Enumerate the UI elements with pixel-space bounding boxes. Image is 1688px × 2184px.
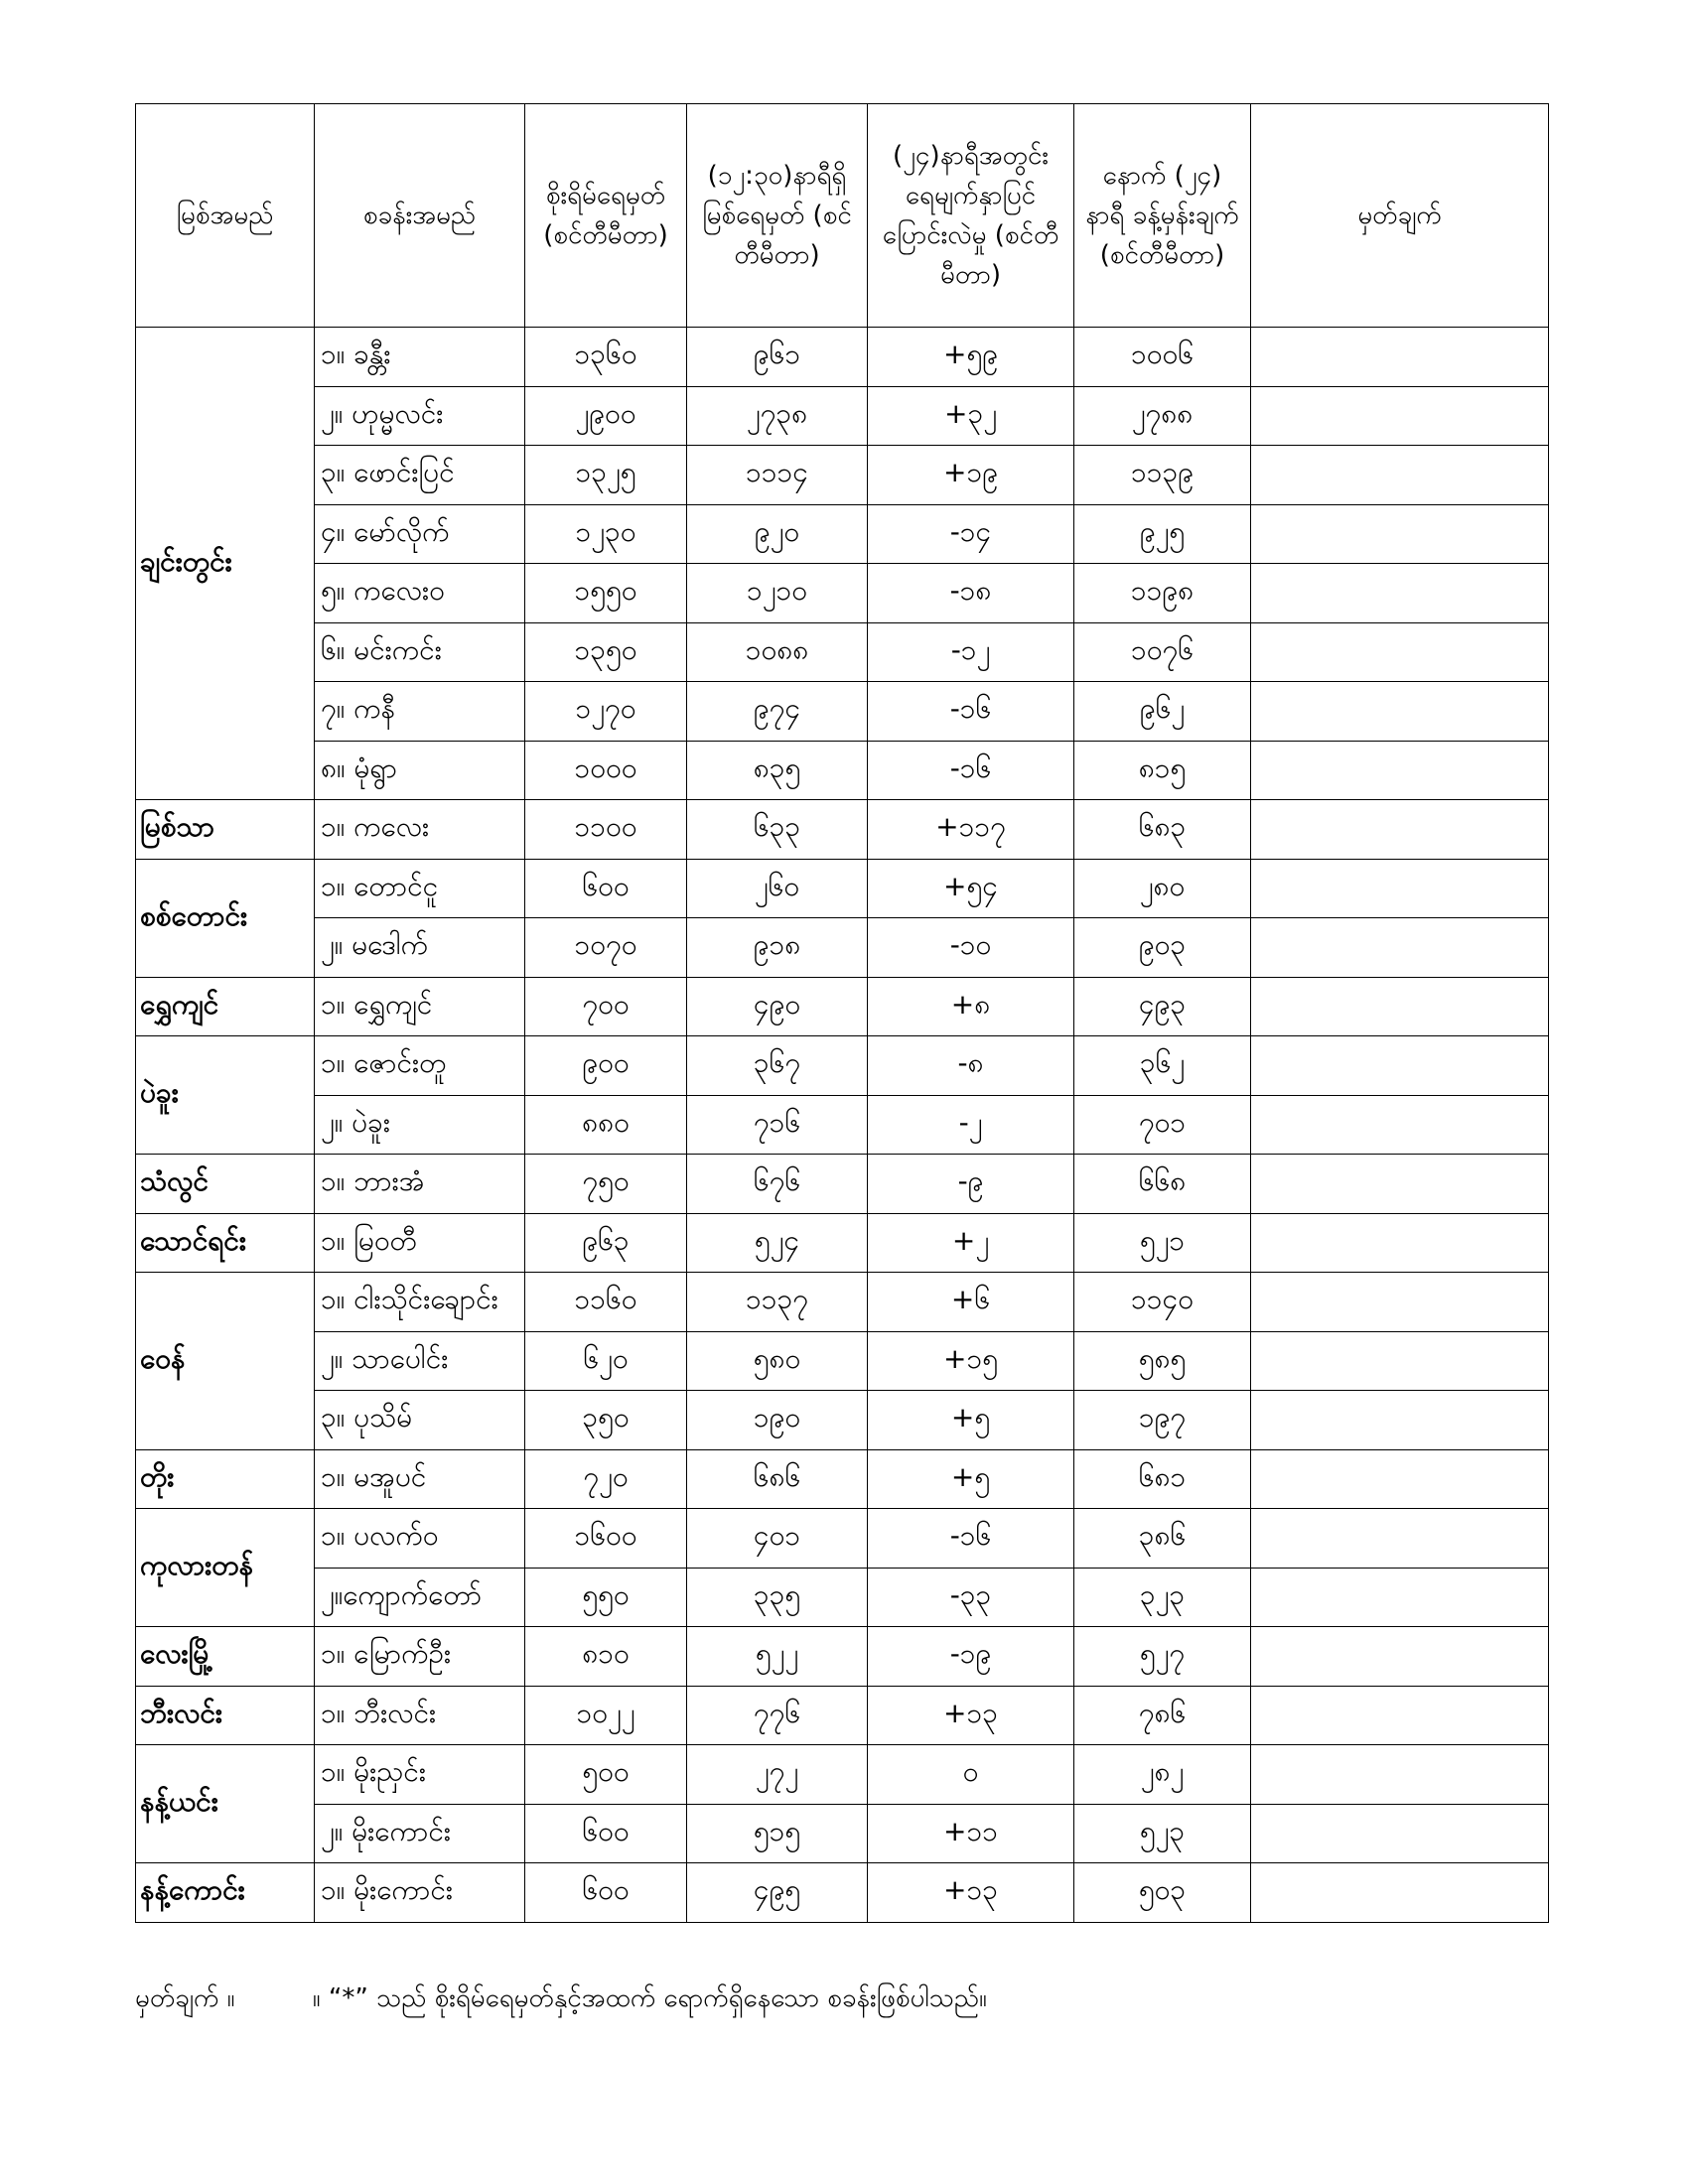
current-level-cell: ၃၆၇ bbox=[687, 1036, 868, 1096]
change-cell: +၁၁၇ bbox=[868, 800, 1074, 860]
forecast-cell: ၁၉၇ bbox=[1074, 1391, 1251, 1450]
forecast-cell: ၅၈၅ bbox=[1074, 1331, 1251, 1391]
forecast-cell: ၄၉၃ bbox=[1074, 977, 1251, 1036]
current-level-cell: ၁၁၁၄ bbox=[687, 446, 868, 505]
river-level-table bbox=[135, 103, 1549, 1923]
forecast-cell: ၆၈၁ bbox=[1074, 1449, 1251, 1509]
danger-level-cell: ၇၀၀ bbox=[525, 977, 687, 1036]
station-name-cell: ၆။ မင်းကင်း bbox=[315, 622, 525, 682]
change-cell: +၁၉ bbox=[868, 446, 1074, 505]
danger-level-cell: ၅၅၀ bbox=[525, 1568, 687, 1627]
river-name-cell: တိုး bbox=[136, 1449, 315, 1509]
table-row bbox=[136, 918, 1549, 978]
remark-cell bbox=[1251, 564, 1549, 623]
current-level-cell: ၄၀၁ bbox=[687, 1509, 868, 1569]
current-level-cell: ၉၇၄ bbox=[687, 682, 868, 742]
remark-cell bbox=[1251, 859, 1549, 918]
danger-level-cell: ၈၈၀ bbox=[525, 1095, 687, 1155]
remark-cell bbox=[1251, 977, 1549, 1036]
current-level-cell: ၂၆၀ bbox=[687, 859, 868, 918]
danger-level-cell: ၆၀၀ bbox=[525, 859, 687, 918]
change-cell: -၃၃ bbox=[868, 1568, 1074, 1627]
table-row bbox=[136, 859, 1549, 918]
danger-level-cell: ၁၃၂၅ bbox=[525, 446, 687, 505]
station-name-cell: ၁။ ဘီးလင်း bbox=[315, 1686, 525, 1745]
station-name-cell: ၂။ မဒေါက် bbox=[315, 918, 525, 978]
forecast-cell: ၁၀၇၆ bbox=[1074, 622, 1251, 682]
table-row bbox=[136, 1331, 1549, 1391]
danger-level-cell: ၆၂၀ bbox=[525, 1331, 687, 1391]
remark-cell bbox=[1251, 682, 1549, 742]
danger-level-cell: ၇၂၀ bbox=[525, 1449, 687, 1509]
remark-cell bbox=[1251, 1391, 1549, 1450]
forecast-cell: ၉၀၃ bbox=[1074, 918, 1251, 978]
danger-level-cell: ၁၂၇၀ bbox=[525, 682, 687, 742]
danger-level-cell: ၅၀၀ bbox=[525, 1745, 687, 1805]
forecast-cell: ၂၇၈၈ bbox=[1074, 386, 1251, 446]
forecast-cell: ၈၁၅ bbox=[1074, 741, 1251, 800]
table-row bbox=[136, 1568, 1549, 1627]
table-row bbox=[136, 1036, 1549, 1096]
current-level-cell: ၄၉၀ bbox=[687, 977, 868, 1036]
footnote-text: ။ “*” သည် စိုးရိမ်ရေမှတ်နှင့်အထက် ရောက်ရှိနေသော စခန်းဖြစ်ပါသည်။ bbox=[312, 1983, 987, 2013]
station-name-cell: ၃။ ပုသိမ် bbox=[315, 1391, 525, 1450]
station-name-cell: ၂။ကျောက်တော် bbox=[315, 1568, 525, 1627]
current-level-cell: ၇၁၆ bbox=[687, 1095, 868, 1155]
current-level-cell: ၉၆၁ bbox=[687, 328, 868, 387]
forecast-cell: ၇၀၁ bbox=[1074, 1095, 1251, 1155]
remark-cell bbox=[1251, 622, 1549, 682]
danger-level-cell: ၁၃၅၀ bbox=[525, 622, 687, 682]
station-name-cell: ၂။ မိုးကောင်း bbox=[315, 1804, 525, 1863]
table-row bbox=[136, 446, 1549, 505]
forecast-cell: ၉၂၅ bbox=[1074, 504, 1251, 564]
station-name-cell: ၄။ မော်လိုက် bbox=[315, 504, 525, 564]
table-row bbox=[136, 1686, 1549, 1745]
station-name-cell: ၁။ ဘားအံ bbox=[315, 1155, 525, 1214]
river-name-cell: နန့်ကောင်း bbox=[136, 1863, 315, 1923]
remark-cell bbox=[1251, 1213, 1549, 1273]
change-cell: -၁၄ bbox=[868, 504, 1074, 564]
remark-cell bbox=[1251, 386, 1549, 446]
forecast-cell: ၇၈၆ bbox=[1074, 1686, 1251, 1745]
danger-level-cell: ၉၆၃ bbox=[525, 1213, 687, 1273]
river-name-cell: စစ်တောင်း bbox=[136, 859, 315, 977]
forecast-cell: ၂၈၂ bbox=[1074, 1745, 1251, 1805]
table-row bbox=[136, 1213, 1549, 1273]
forecast-cell: ၁၀၀၆ bbox=[1074, 328, 1251, 387]
danger-level-cell: ၂၉၀၀ bbox=[525, 386, 687, 446]
remark-cell bbox=[1251, 800, 1549, 860]
current-level-cell: ၂၇၃၈ bbox=[687, 386, 868, 446]
current-level-cell: ၁၁၃၇ bbox=[687, 1273, 868, 1332]
current-level-cell: ၃၃၅ bbox=[687, 1568, 868, 1627]
forecast-cell: ၃၆၂ bbox=[1074, 1036, 1251, 1096]
river-name-cell: လေးမြို့ bbox=[136, 1627, 315, 1687]
remark-cell bbox=[1251, 1036, 1549, 1096]
table-row bbox=[136, 328, 1549, 387]
current-level-cell: ၁၉၀ bbox=[687, 1391, 868, 1450]
change-cell: -၁၀ bbox=[868, 918, 1074, 978]
table-body bbox=[136, 328, 1549, 1923]
station-name-cell: ၁။ မြဝတီ bbox=[315, 1213, 525, 1273]
station-name-cell: ၁။ ဇောင်းတူ bbox=[315, 1036, 525, 1096]
change-cell: -၁၆ bbox=[868, 682, 1074, 742]
station-name-cell: ၁။ ခန္တီး bbox=[315, 328, 525, 387]
remark-cell bbox=[1251, 918, 1549, 978]
table-row bbox=[136, 1804, 1549, 1863]
table-row bbox=[136, 564, 1549, 623]
danger-level-cell: ၁၁၆၀ bbox=[525, 1273, 687, 1332]
change-cell: -၁၆ bbox=[868, 741, 1074, 800]
current-level-cell: ၅၁၅ bbox=[687, 1804, 868, 1863]
danger-level-cell: ၁၀၂၂ bbox=[525, 1686, 687, 1745]
current-level-cell: ၅၂၄ bbox=[687, 1213, 868, 1273]
header-current-level: (၁၂:၃၀)နာရီရှိ မြစ်ရေမှတ် (စင်တီမီတာ) bbox=[687, 104, 868, 328]
change-cell: +၁၃ bbox=[868, 1863, 1074, 1923]
river-name-cell: ပဲခူး bbox=[136, 1036, 315, 1155]
current-level-cell: ၆၃၃ bbox=[687, 800, 868, 860]
station-name-cell: ၂။ သာပေါင်း bbox=[315, 1331, 525, 1391]
remark-cell bbox=[1251, 1273, 1549, 1332]
change-cell: -၈ bbox=[868, 1036, 1074, 1096]
forecast-cell: ၁၁၉၈ bbox=[1074, 564, 1251, 623]
table-row bbox=[136, 386, 1549, 446]
forecast-cell: ၅၂၃ bbox=[1074, 1804, 1251, 1863]
current-level-cell: ၆၇၆ bbox=[687, 1155, 868, 1214]
table-row bbox=[136, 800, 1549, 860]
remark-cell bbox=[1251, 741, 1549, 800]
danger-level-cell: ၁၆၀၀ bbox=[525, 1509, 687, 1569]
change-cell: -၂ bbox=[868, 1095, 1074, 1155]
header-24h-change: (၂၄)နာရီအတွင်း ရေမျက်နှာပြင် ပြောင်းလဲမှု (စင်တီမီတာ) bbox=[868, 104, 1074, 328]
remark-cell bbox=[1251, 1627, 1549, 1687]
table-header-row bbox=[136, 104, 1549, 328]
remark-cell bbox=[1251, 1095, 1549, 1155]
header-remarks: မှတ်ချက် bbox=[1251, 104, 1549, 328]
change-cell: +၅၄ bbox=[868, 859, 1074, 918]
table-row bbox=[136, 1863, 1549, 1923]
forecast-cell: ၂၈၀ bbox=[1074, 859, 1251, 918]
remark-cell bbox=[1251, 1863, 1549, 1923]
danger-level-cell: ၈၁၀ bbox=[525, 1627, 687, 1687]
current-level-cell: ၅၈၀ bbox=[687, 1331, 868, 1391]
change-cell: +၅၉ bbox=[868, 328, 1074, 387]
change-cell: -၁၆ bbox=[868, 1509, 1074, 1569]
forecast-cell: ၁၁၄၀ bbox=[1074, 1273, 1251, 1332]
river-name-cell: ဝေန် bbox=[136, 1273, 315, 1450]
river-name-cell: ရွှေကျင် bbox=[136, 977, 315, 1036]
danger-level-cell: ၁၂၃၀ bbox=[525, 504, 687, 564]
remark-cell bbox=[1251, 1155, 1549, 1214]
current-level-cell: ၁၀၈၈ bbox=[687, 622, 868, 682]
danger-level-cell: ၁၀၇၀ bbox=[525, 918, 687, 978]
danger-level-cell: ၉၀၀ bbox=[525, 1036, 687, 1096]
station-name-cell: ၈။ မုံရွာ bbox=[315, 741, 525, 800]
change-cell: +၃၂ bbox=[868, 386, 1074, 446]
change-cell: +၆ bbox=[868, 1273, 1074, 1332]
change-cell: +၁၃ bbox=[868, 1686, 1074, 1745]
table-row bbox=[136, 1095, 1549, 1155]
forecast-cell: ၅၀၃ bbox=[1074, 1863, 1251, 1923]
remark-cell bbox=[1251, 1509, 1549, 1569]
station-name-cell: ၁။ ပလက်ဝ bbox=[315, 1509, 525, 1569]
header-danger-level: စိုးရိမ်ရေမှတ် (စင်တီမီတာ) bbox=[525, 104, 687, 328]
current-level-cell: ၄၉၅ bbox=[687, 1863, 868, 1923]
remark-cell bbox=[1251, 504, 1549, 564]
change-cell: +၂ bbox=[868, 1213, 1074, 1273]
station-name-cell: ၁။ မိုးညှင်း bbox=[315, 1745, 525, 1805]
table-row bbox=[136, 1627, 1549, 1687]
river-level-table-wrapper bbox=[135, 103, 1548, 1923]
table-row bbox=[136, 741, 1549, 800]
table-row bbox=[136, 1449, 1549, 1509]
river-name-cell: မြစ်သာ bbox=[136, 800, 315, 860]
danger-level-cell: ၃၅၀ bbox=[525, 1391, 687, 1450]
table-row bbox=[136, 504, 1549, 564]
danger-level-cell: ၁၃၆၀ bbox=[525, 328, 687, 387]
change-cell: +၅ bbox=[868, 1391, 1074, 1450]
station-name-cell: ၂။ ဟုမ္မလင်း bbox=[315, 386, 525, 446]
current-level-cell: ၉၁၈ bbox=[687, 918, 868, 978]
table-row bbox=[136, 622, 1549, 682]
current-level-cell: ၆၈၆ bbox=[687, 1449, 868, 1509]
table-row bbox=[136, 682, 1549, 742]
remark-cell bbox=[1251, 446, 1549, 505]
footnote bbox=[135, 1980, 987, 2019]
station-name-cell: ၁။ မိုးကောင်း bbox=[315, 1863, 525, 1923]
danger-level-cell: ၁၅၅၀ bbox=[525, 564, 687, 623]
remark-cell bbox=[1251, 1745, 1549, 1805]
forecast-cell: ၃၂၃ bbox=[1074, 1568, 1251, 1627]
remark-cell bbox=[1251, 1686, 1549, 1745]
station-name-cell: ၃။ ဖောင်းပြင် bbox=[315, 446, 525, 505]
danger-level-cell: ၁၁၀၀ bbox=[525, 800, 687, 860]
table-row bbox=[136, 1391, 1549, 1450]
change-cell: -၁၈ bbox=[868, 564, 1074, 623]
table-row bbox=[136, 977, 1549, 1036]
river-name-cell: သံလွင် bbox=[136, 1155, 315, 1214]
remark-cell bbox=[1251, 1804, 1549, 1863]
forecast-cell: ၅၂၁ bbox=[1074, 1213, 1251, 1273]
station-name-cell: ၁။ ကလေး bbox=[315, 800, 525, 860]
station-name-cell: ၅။ ကလေးဝ bbox=[315, 564, 525, 623]
current-level-cell: ၉၂၀ bbox=[687, 504, 868, 564]
danger-level-cell: ၁၀၀၀ bbox=[525, 741, 687, 800]
remark-cell bbox=[1251, 1449, 1549, 1509]
station-name-cell: ၁။ တောင်ငူ bbox=[315, 859, 525, 918]
remark-cell bbox=[1251, 1331, 1549, 1391]
current-level-cell: ၇၇၆ bbox=[687, 1686, 868, 1745]
river-name-cell: ချင်းတွင်း bbox=[136, 328, 315, 800]
river-name-cell: သောင်ရင်း bbox=[136, 1213, 315, 1273]
danger-level-cell: ၆၀၀ bbox=[525, 1804, 687, 1863]
current-level-cell: ၁၂၁၀ bbox=[687, 564, 868, 623]
station-name-cell: ၁။ မြောက်ဦး bbox=[315, 1627, 525, 1687]
header-24h-forecast: နောက် (၂၄) နာရီ ခန့်မှန်းချက် (စင်တီမီတာ) bbox=[1074, 104, 1251, 328]
station-name-cell: ၁။ ရွှေကျင် bbox=[315, 977, 525, 1036]
forecast-cell: ၃၈၆ bbox=[1074, 1509, 1251, 1569]
change-cell: +၁၁ bbox=[868, 1804, 1074, 1863]
forecast-cell: ၆၈၃ bbox=[1074, 800, 1251, 860]
remark-cell bbox=[1251, 328, 1549, 387]
table-row bbox=[136, 1745, 1549, 1805]
current-level-cell: ၂၇၂ bbox=[687, 1745, 868, 1805]
river-name-cell: ကုလားတန် bbox=[136, 1509, 315, 1627]
river-name-cell: နန့်ယင်း bbox=[136, 1745, 315, 1863]
change-cell: ၀ bbox=[868, 1745, 1074, 1805]
forecast-cell: ၉၆၂ bbox=[1074, 682, 1251, 742]
danger-level-cell: ၇၅၀ bbox=[525, 1155, 687, 1214]
change-cell: -၉ bbox=[868, 1155, 1074, 1214]
footnote-label: မှတ်ချက် ။ bbox=[135, 1983, 235, 2013]
forecast-cell: ၁၁၃၉ bbox=[1074, 446, 1251, 505]
table-row bbox=[136, 1273, 1549, 1332]
table-row bbox=[136, 1155, 1549, 1214]
remark-cell bbox=[1251, 1568, 1549, 1627]
change-cell: +၈ bbox=[868, 977, 1074, 1036]
change-cell: +၁၅ bbox=[868, 1331, 1074, 1391]
change-cell: -၁၉ bbox=[868, 1627, 1074, 1687]
station-name-cell: ၇။ ကနီ bbox=[315, 682, 525, 742]
header-river: မြစ်အမည် bbox=[136, 104, 315, 328]
station-name-cell: ၂။ ပဲခူး bbox=[315, 1095, 525, 1155]
change-cell: -၁၂ bbox=[868, 622, 1074, 682]
current-level-cell: ၈၃၅ bbox=[687, 741, 868, 800]
header-station: စခန်းအမည် bbox=[315, 104, 525, 328]
danger-level-cell: ၆၀၀ bbox=[525, 1863, 687, 1923]
current-level-cell: ၅၂၂ bbox=[687, 1627, 868, 1687]
station-name-cell: ၁။ မအူပင် bbox=[315, 1449, 525, 1509]
forecast-cell: ၆၆၈ bbox=[1074, 1155, 1251, 1214]
change-cell: +၅ bbox=[868, 1449, 1074, 1509]
river-name-cell: ဘီးလင်း bbox=[136, 1686, 315, 1745]
table-row bbox=[136, 1509, 1549, 1569]
forecast-cell: ၅၂၇ bbox=[1074, 1627, 1251, 1687]
station-name-cell: ၁။ ငါးသိုင်းချောင်း bbox=[315, 1273, 525, 1332]
